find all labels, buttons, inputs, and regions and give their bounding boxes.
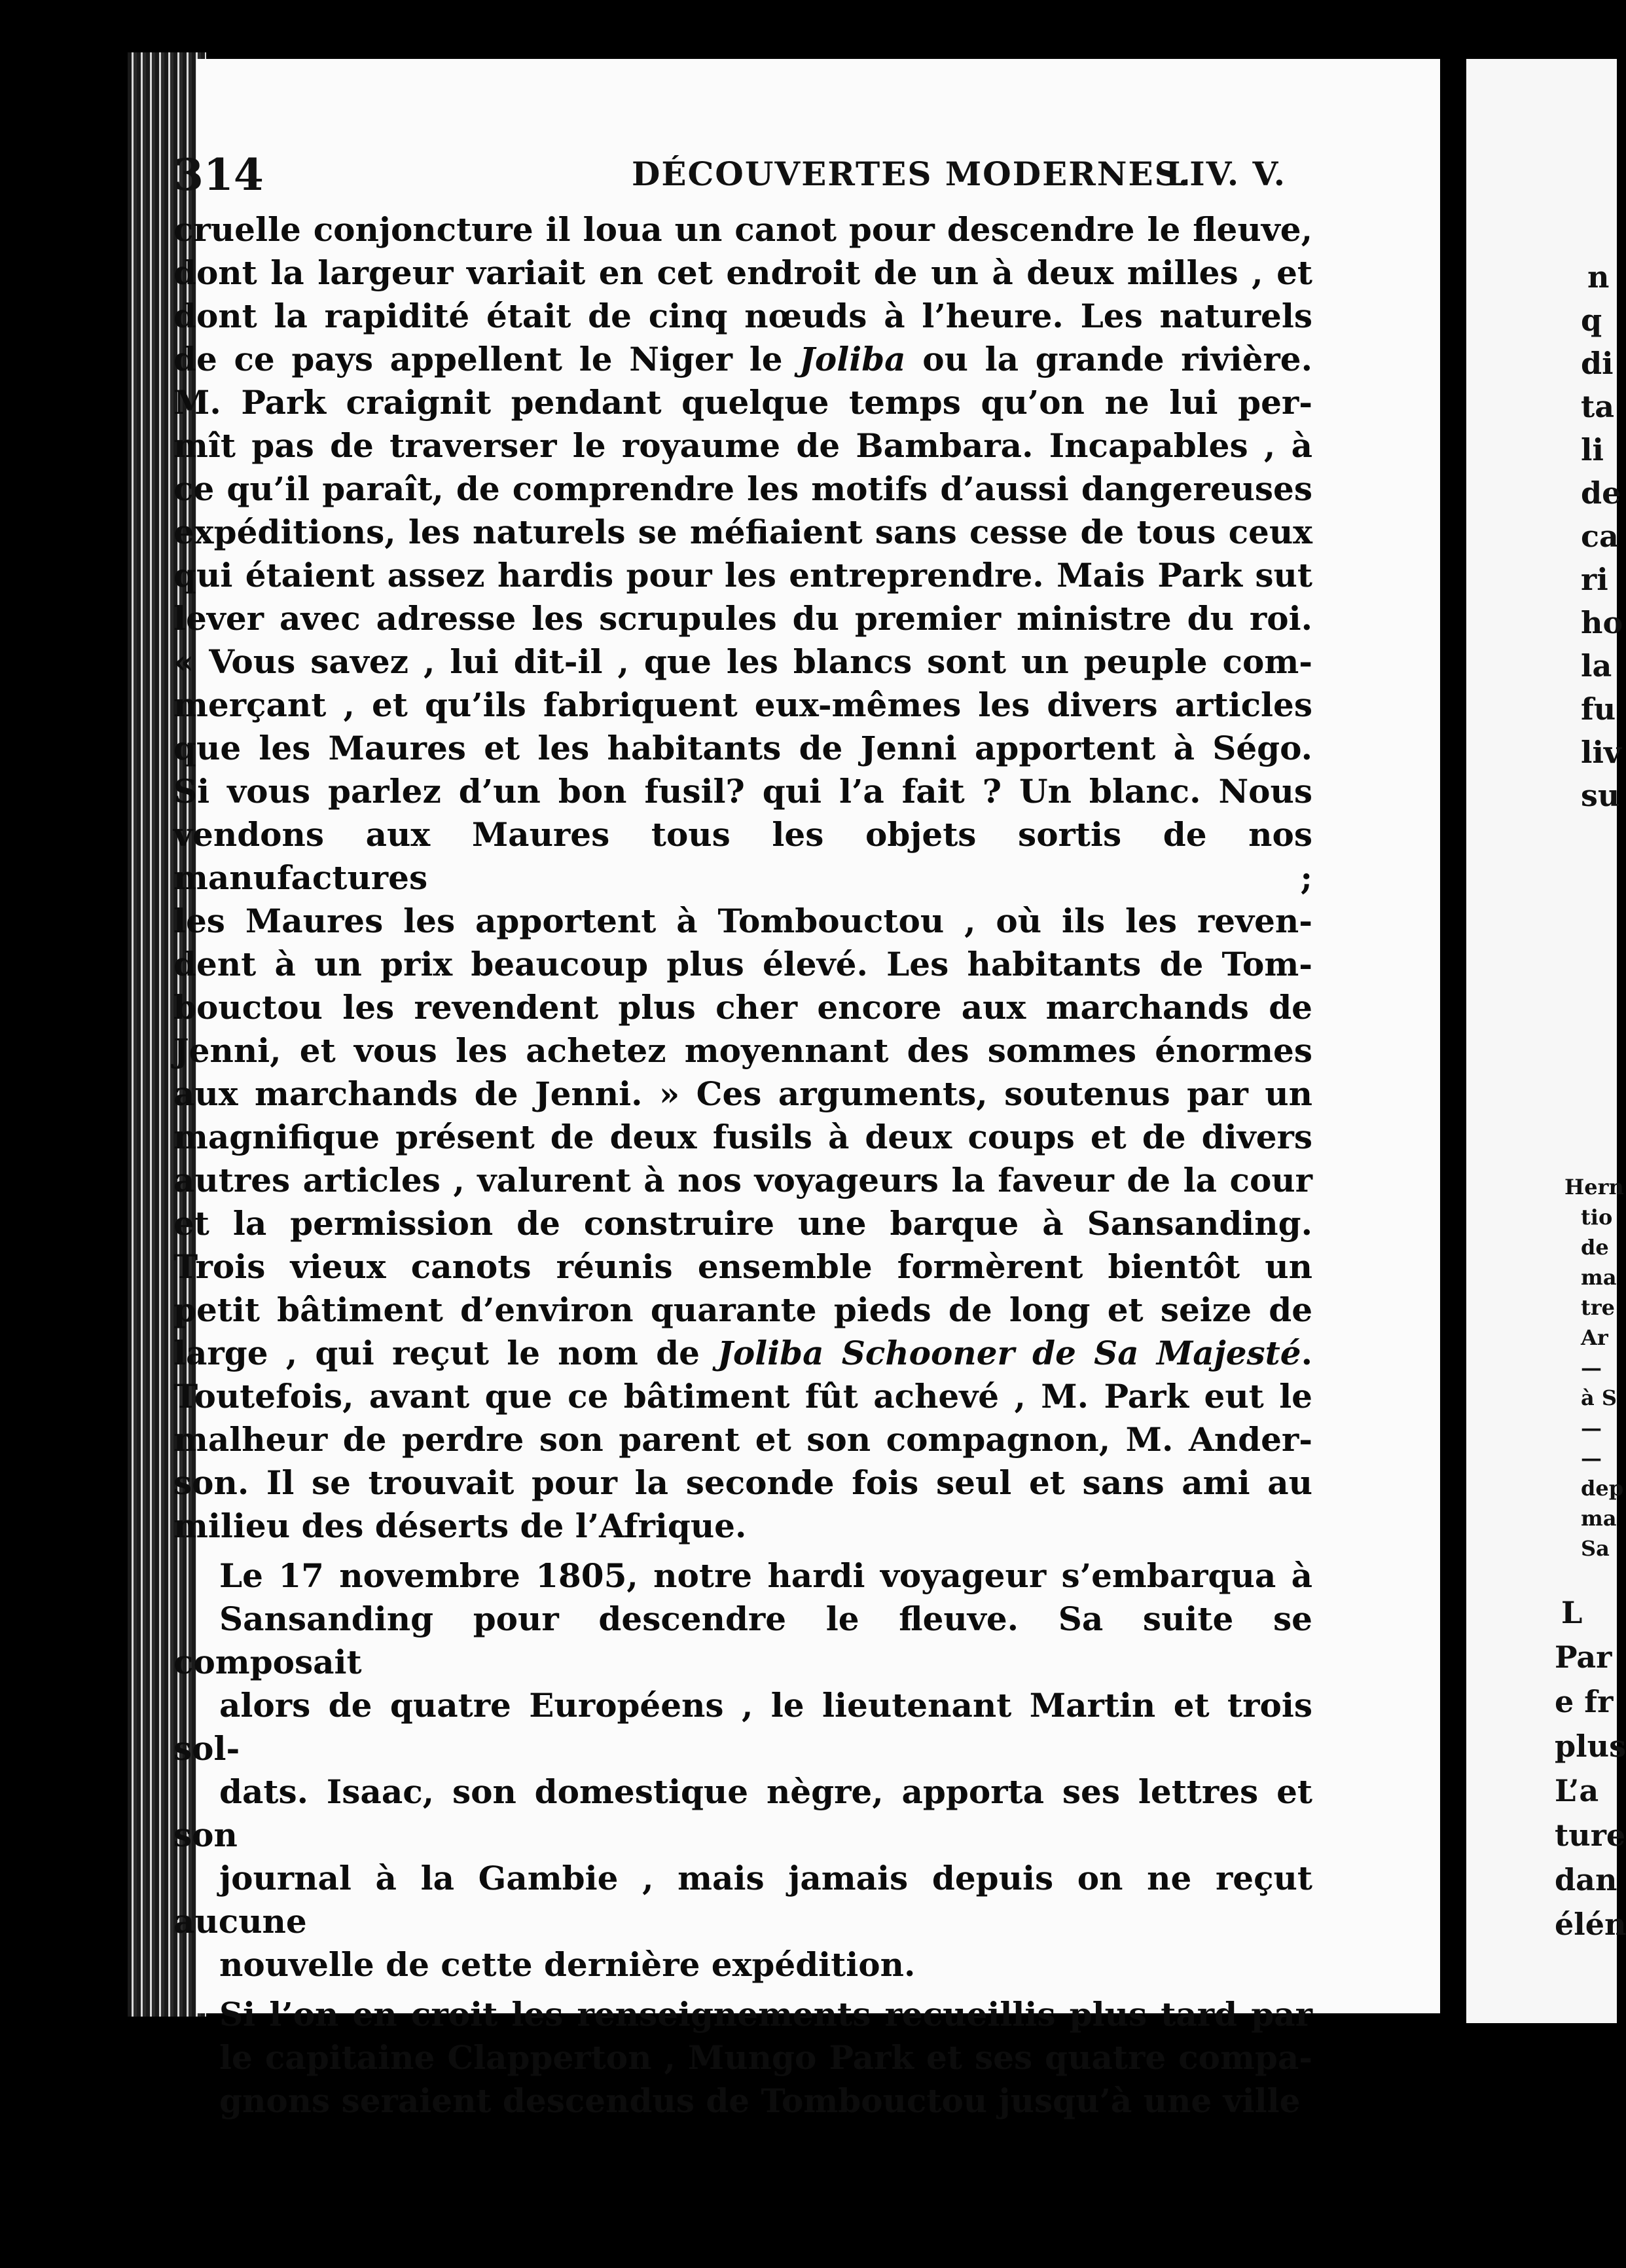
text-line: Sansanding pour descendre le fleuve. Sa suite se composait [173,1600,1312,1681]
facing-page-text: li [1581,432,1604,467]
facing-page-fragment [1466,59,1626,2023]
text-line: dent à un prix beaucoup plus élevé. Les habitants de Tom- [173,945,1312,983]
facing-page-text: ri [1581,562,1608,597]
text-line: nouvelle de cette dernière expédition. [219,1945,916,1984]
text-line: cruelle conjoncture il loua un canot pour descendre le fleuve, [173,210,1312,249]
facing-page-note: ma [1581,1265,1617,1290]
facing-page-text: de [1581,475,1621,511]
text-line: et la permission de construire une barque à Sansanding. [173,1204,1312,1243]
facing-page-text: ture [1555,1818,1626,1853]
facing-page-text: di [1581,346,1614,381]
paragraph-1 [173,208,1312,1548]
facing-page-note: — [1581,1355,1602,1380]
facing-page-note: — [1581,1446,1602,1471]
text-line: Si l’on en croit les renseignements recueillis plus tard par [219,1995,1312,2034]
text-line: merçant , et qu’ils fabriquent eux-mêmes les divers articles [173,686,1312,724]
text-line: Trois vieux canots réunis ensemble formèrent bientôt un [173,1247,1312,1286]
facing-page-text: élén [1555,1907,1626,1942]
facing-page-note: de [1581,1235,1609,1260]
running-title: DÉCOUVERTES MODERNES. [632,155,1191,193]
facing-page-text: e fr [1555,1684,1614,1719]
text-line: que les Maures et les habitants de Jenni apportent à Ségo. [173,729,1312,767]
facing-page-text: L [1561,1595,1583,1630]
text-line: autres articles , valurent à nos voyageurs la faveur de la cour [173,1161,1312,1199]
facing-page-note: Sa [1581,1536,1610,1561]
text-line: gnons seraient descendus de Tombouctou jusqu’à une ville [219,2081,1301,2120]
text-line: Si vous parlez d’un bon fusil? qui l’a fait ? Un blanc. Nous [173,772,1312,811]
facing-page-note: Ar [1581,1325,1608,1350]
facing-page-note: — [1581,1416,1602,1440]
text-line: vendons aux Maures tous les objets sortis de nos manufactures ; [173,815,1312,897]
facing-page-text: su [1581,778,1620,813]
text-line: milieu des déserts de l’Afrique. [173,1507,747,1545]
text-line: de ce pays appellent le Niger le Joliba ou la grande rivière. [173,340,1312,378]
facing-page-note: Hern [1564,1175,1624,1199]
text-line: malheur de perdre son parent et son compagnon, M. Ander- [173,1420,1312,1459]
text-line: magnifique présent de deux fusils à deux coups et de divers [173,1118,1312,1156]
facing-page-text: ca [1581,519,1619,554]
text-line: petit bâtiment d’environ quarante pieds de long et seize de [173,1290,1312,1329]
text-line: qui étaient assez hardis pour les entreprendre. Mais Park sut [173,556,1312,594]
text-line: « Vous savez , lui dit-il , que les blancs sont un peuple com- [173,642,1312,681]
text-line: aux marchands de Jenni. » Ces arguments, soutenus par un [173,1074,1312,1113]
facing-page-text: fu [1581,691,1616,727]
facing-page-note: tre [1581,1295,1615,1320]
facing-page-text: plus [1555,1728,1626,1764]
text-line: Toutefois, avant que ce bâtiment fût achevé , M. Park eut le [173,1377,1312,1416]
facing-page-text: Par [1555,1639,1612,1675]
facing-page-text: la [1581,648,1612,684]
text-line: dont la largeur variait en cet endroit de un à deux milles , et [173,253,1312,292]
page-number: 314 [173,149,264,200]
facing-page-note: à S [1581,1385,1617,1410]
text-line: les Maures les apportent à Tombouctou , où ils les reven- [173,902,1312,940]
facing-page-note: ma [1581,1506,1617,1531]
text-line: le capitaine Clapperton , Mungo Park et ses quatre compa- [219,2038,1312,2077]
paragraph-2 [173,1554,1312,1986]
text-line: expéditions, les naturels se méfiaient sans cesse de tous ceux [173,513,1312,551]
facing-page-text: ta [1581,389,1615,424]
text-line: dont la rapidité était de cinq nœuds à l’heure. Les naturels [173,297,1312,335]
body-text [173,208,1312,2123]
text-line: large , qui reçut le nom de Joliba Schooner de Sa Majesté. [173,1334,1312,1372]
text-line: dats. Isaac, son domestique nègre, apporta ses lettres et son [173,1772,1312,1854]
text-line: Le 17 novembre 1805, notre hardi voyageur s’embarqua à [219,1556,1312,1595]
text-line: bouctou les revendent plus cher encore aux marchands de [173,988,1312,1027]
text-line: ce qu’il paraît, de comprendre les motifs d’aussi dangereuses [173,469,1312,508]
text-line: mît pas de traverser le royaume de Bambara. Incapables , à [173,426,1312,465]
facing-page-text: q [1581,302,1602,338]
facing-page-text: dan [1555,1862,1617,1897]
facing-page-note: dep [1581,1476,1624,1501]
text-line: Jenni, et vous les achetez moyennant des sommes énormes [173,1031,1312,1070]
text-line: son. Il se trouvait pour la seconde fois seul et sans ami au [173,1463,1312,1502]
text-line: lever avec adresse les scrupules du premier ministre du roi. [173,599,1312,638]
facing-page-text: n [1587,259,1610,295]
text-line: journal à la Gambie , mais jamais depuis on ne reçut aucune [173,1859,1312,1941]
text-line: alors de quatre Européens , le lieutenant Martin et trois sol- [173,1686,1312,1768]
facing-page-note: tio [1581,1205,1613,1230]
paragraph-3 [173,1993,1312,2123]
text-line: M. Park craignit pendant quelque temps qu’on ne lui per- [173,383,1312,422]
facing-page-text: ho [1581,605,1623,640]
facing-page-text: liv [1581,735,1621,770]
facing-page-text: L’a [1555,1773,1599,1808]
section-label: LIV. V. [1165,155,1286,193]
